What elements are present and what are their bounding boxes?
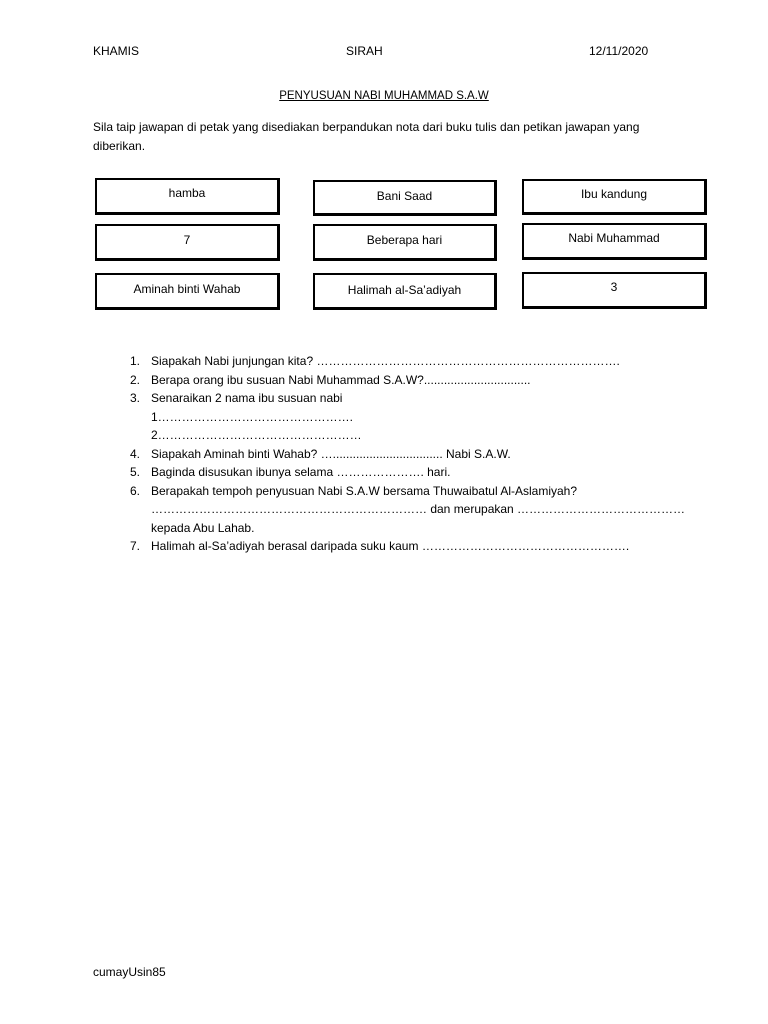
answer-box [313, 273, 497, 310]
question-item [100, 445, 700, 464]
question-text: Berapa orang ibu susuan Nabi Muhammad S.A.W?................................ [151, 372, 531, 387]
instruction-text: Sila taip jawapan di petak yang disediakan berpandukan nota dari buku tulis dan petikan jawapan yang diberikan. [93, 120, 640, 153]
answer-line [100, 426, 700, 445]
answer-box-label: Ibu kandung [580, 187, 648, 201]
header-date: 12/11/2020 [589, 44, 649, 58]
question-text: Siapakah Nabi junjungan kita? …………………………………………………………………. [151, 354, 620, 368]
answer-box-label: Nabi Muhammad [568, 231, 660, 245]
question-text: Berapakah tempoh penyusuan Nabi S.A.W bersama Thuwaibatul Al-Aslamiyah? [151, 483, 578, 498]
answer-box-label: Beberapa hari [366, 233, 443, 247]
question-number: 6. [129, 483, 140, 498]
answer-box [522, 179, 707, 215]
answer-box [313, 180, 497, 216]
answer-box-label: Halimah al-Sa’adiyah [347, 283, 462, 297]
footer-author: cumayUsin85 [93, 965, 166, 979]
answer-line [100, 500, 700, 537]
answer-box-label: hamba [168, 186, 206, 200]
answer-line-text: …………………………………………………………… dan merupakan …………………………………… kepada Abu Lahab. [151, 502, 686, 535]
answer-box [522, 223, 707, 260]
answer-box-label: 3 [610, 280, 618, 294]
question-item [100, 371, 700, 390]
answer-box [95, 224, 280, 261]
question-item [100, 537, 700, 556]
answer-box [313, 224, 497, 261]
question-number: 7. [129, 539, 140, 553]
question-list [100, 352, 700, 556]
answer-box-label: 7 [183, 233, 191, 247]
answer-box-label: Bani Saad [376, 189, 433, 203]
answer-box [95, 178, 280, 215]
question-text: Siapakah Aminah binti Wahab? …................................. Nabi S.A.W. [151, 446, 511, 461]
question-item [100, 482, 700, 501]
answer-box [522, 272, 707, 309]
question-number: 5. [129, 465, 140, 479]
question-item [100, 352, 700, 371]
question-text: Baginda disusukan ibunya selama …………………. hari. [151, 465, 451, 479]
answer-line [100, 408, 700, 427]
header-day: KHAMIS [93, 44, 140, 58]
question-item [100, 389, 700, 408]
answer-box-label: Aminah binti Wahab [133, 282, 241, 296]
answer-box [95, 273, 280, 310]
worksheet-title: PENYUSUAN NABI MUHAMMAD S.A.W [279, 90, 489, 102]
question-text: Halimah al-Sa’adiyah berasal daripada suku kaum ……………………………………………. [151, 539, 630, 553]
header-subject: SIRAH [346, 44, 383, 58]
question-number: 3. [129, 391, 140, 405]
question-text: Senaraikan 2 nama ibu susuan nabi [151, 391, 343, 405]
question-number: 4. [129, 446, 140, 461]
question-item [100, 463, 700, 482]
question-number: 2. [129, 372, 140, 387]
answer-line-text: 2…………………………………………… [151, 428, 362, 442]
answer-line-text: 1…………………………………………. [151, 409, 354, 424]
question-number: 1. [129, 354, 140, 368]
